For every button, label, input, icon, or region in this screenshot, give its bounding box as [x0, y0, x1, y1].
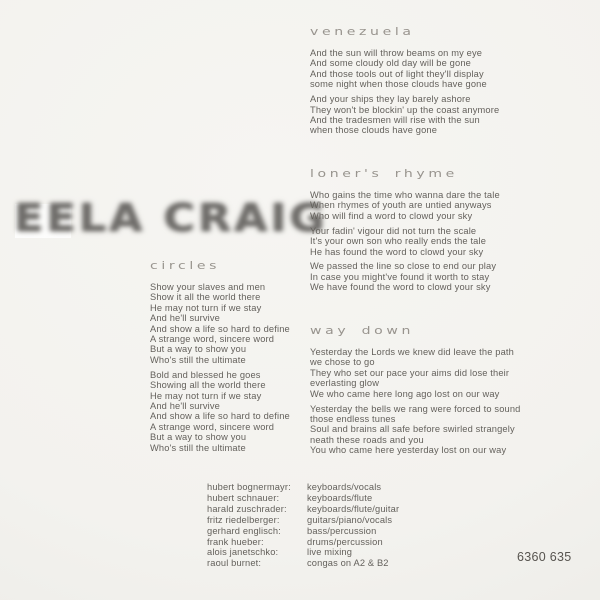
lyric-line: But a way to show you [150, 344, 247, 355]
lyric-line: And he'll survive [150, 400, 220, 411]
lyric-line: In case you might've found it worth to stay [310, 271, 490, 282]
lyric-line: Soul and brains all safe before swirled strangely [310, 424, 515, 435]
lyrics-stanza [310, 190, 590, 221]
lyric-line: Bold and blessed he goes [150, 369, 261, 380]
lyric-line: those endless tunes [310, 413, 396, 424]
lyric-line: Yesterday the Lords we knew did leave the path [310, 347, 514, 357]
credits-list [207, 482, 399, 569]
credit-instrument-role: congas on A2 & B2 [307, 558, 389, 569]
lyric-line: Show your slaves and men [150, 282, 266, 292]
lyric-line: We have found the word to clowd your sky [310, 282, 491, 293]
catalog-number: 6360 635 [517, 550, 572, 564]
lyric-line: And some cloudy old day will be gone [310, 58, 471, 69]
credit-musician-name: frank hueber: [207, 536, 264, 547]
credit-musician-name: hubert bognermayr: [207, 482, 291, 492]
lyrics-stanza [150, 282, 350, 365]
lyric-line: It's your own son who really ends the tale [310, 236, 487, 247]
lyric-line: Show it all the world there [150, 292, 261, 303]
credit-musician-name: gerhard englisch: [207, 525, 281, 536]
credit-musician-name: hubert schnauer: [207, 492, 280, 503]
lyric-line: We passed the line so close to end our play [310, 261, 497, 272]
song-title: circles [150, 259, 221, 273]
credit-row [207, 547, 399, 558]
lyric-line: They who set our pace your aims did lose their [310, 367, 510, 378]
song-section-circles [150, 258, 350, 458]
lyric-line: Who's still the ultimate [150, 442, 246, 453]
lyric-line: And those tools out of light they'll display [310, 68, 484, 79]
credit-row [207, 482, 399, 493]
lyrics-stanza [310, 226, 590, 257]
lyric-line: He may not turn if we stay [150, 302, 262, 313]
credit-instrument-role: drums/percussion [307, 536, 383, 547]
credit-row [207, 526, 399, 537]
lyric-line: A strange word, sincere word [150, 421, 275, 432]
lyric-line: Who gains the time who wanna dare the tale [310, 190, 500, 200]
credit-instrument-role: keyboards/flute [307, 492, 373, 503]
lyric-line: You who came here yesterday lost on our way [310, 445, 507, 456]
credit-musician-name: fritz riedelberger: [207, 514, 280, 525]
lyric-line: And show a life so hard to define [150, 323, 290, 334]
lyric-line: A strange word, sincere word [150, 334, 275, 345]
lyric-line: Your fadin' vigour did not turn the scale [310, 225, 477, 236]
lyric-line: He may not turn if we stay [150, 390, 262, 401]
credit-instrument-role: keyboards/vocals [307, 482, 382, 492]
credit-instrument-role: guitars/piano/vocals [307, 514, 393, 525]
lyric-line: Who's still the ultimate [150, 354, 246, 365]
artist-logo: EELA CRAIG [14, 196, 328, 241]
credit-row [207, 537, 399, 548]
credit-musician-name: harald zuschrader: [207, 503, 287, 514]
lyric-line: He has found the word to clowd your sky [310, 246, 484, 257]
lyric-line: And the tradesmen will rise with the sun [310, 114, 480, 125]
lyrics-stanza [310, 404, 590, 456]
lyric-line: neath these roads and you [310, 434, 424, 445]
lyric-line: We who came here long ago lost on our way [310, 388, 500, 399]
lyrics-stanza [310, 347, 590, 399]
lyric-line: When rhymes of youth are untied anyways [310, 200, 492, 211]
credit-musician-name: alois janetschko: [207, 547, 279, 558]
lyric-line: Yesterday the bells we rang were forced to sound [310, 403, 521, 414]
song-section-loners-rhyme [310, 166, 590, 297]
lyric-line: everlasting glow [310, 378, 380, 389]
lyric-line: we chose to go [310, 357, 375, 368]
credit-row [207, 558, 399, 569]
lyrics-stanza [310, 94, 590, 136]
song-section-venezuela [310, 24, 590, 140]
credit-instrument-role: bass/percussion [307, 525, 377, 536]
lyric-line: And the sun will throw beams on my eye [310, 48, 483, 58]
lyric-line: some night when those clouds have gone [310, 79, 487, 90]
credit-row [207, 515, 399, 526]
song-section-way-down [310, 323, 590, 460]
lyrics-stanza [310, 48, 590, 90]
lyric-line: And show a life so hard to define [150, 411, 290, 422]
song-title: way down [310, 324, 415, 338]
lyric-line: They won't be blockin' up the coast anymore [310, 104, 500, 115]
lyrics-stanza [150, 370, 350, 453]
credit-instrument-role: keyboards/flute/guitar [307, 503, 400, 514]
lyric-line: But a way to show you [150, 432, 247, 443]
lyric-line: when those clouds have gone [310, 125, 438, 136]
song-title: loner's rhyme [310, 167, 458, 181]
lyric-line: Who will find a word to clowd your sky [310, 210, 473, 221]
credit-instrument-role: live mixing [307, 547, 353, 558]
song-title: venezuela [310, 25, 415, 39]
lyric-line: And your ships they lay barely ashore [310, 94, 471, 105]
lyric-line: Showing all the world there [150, 380, 266, 391]
lyric-line: And he'll survive [150, 313, 220, 324]
credit-row [207, 493, 399, 504]
credit-musician-name: raoul burnet: [207, 558, 262, 569]
credit-row [207, 504, 399, 515]
